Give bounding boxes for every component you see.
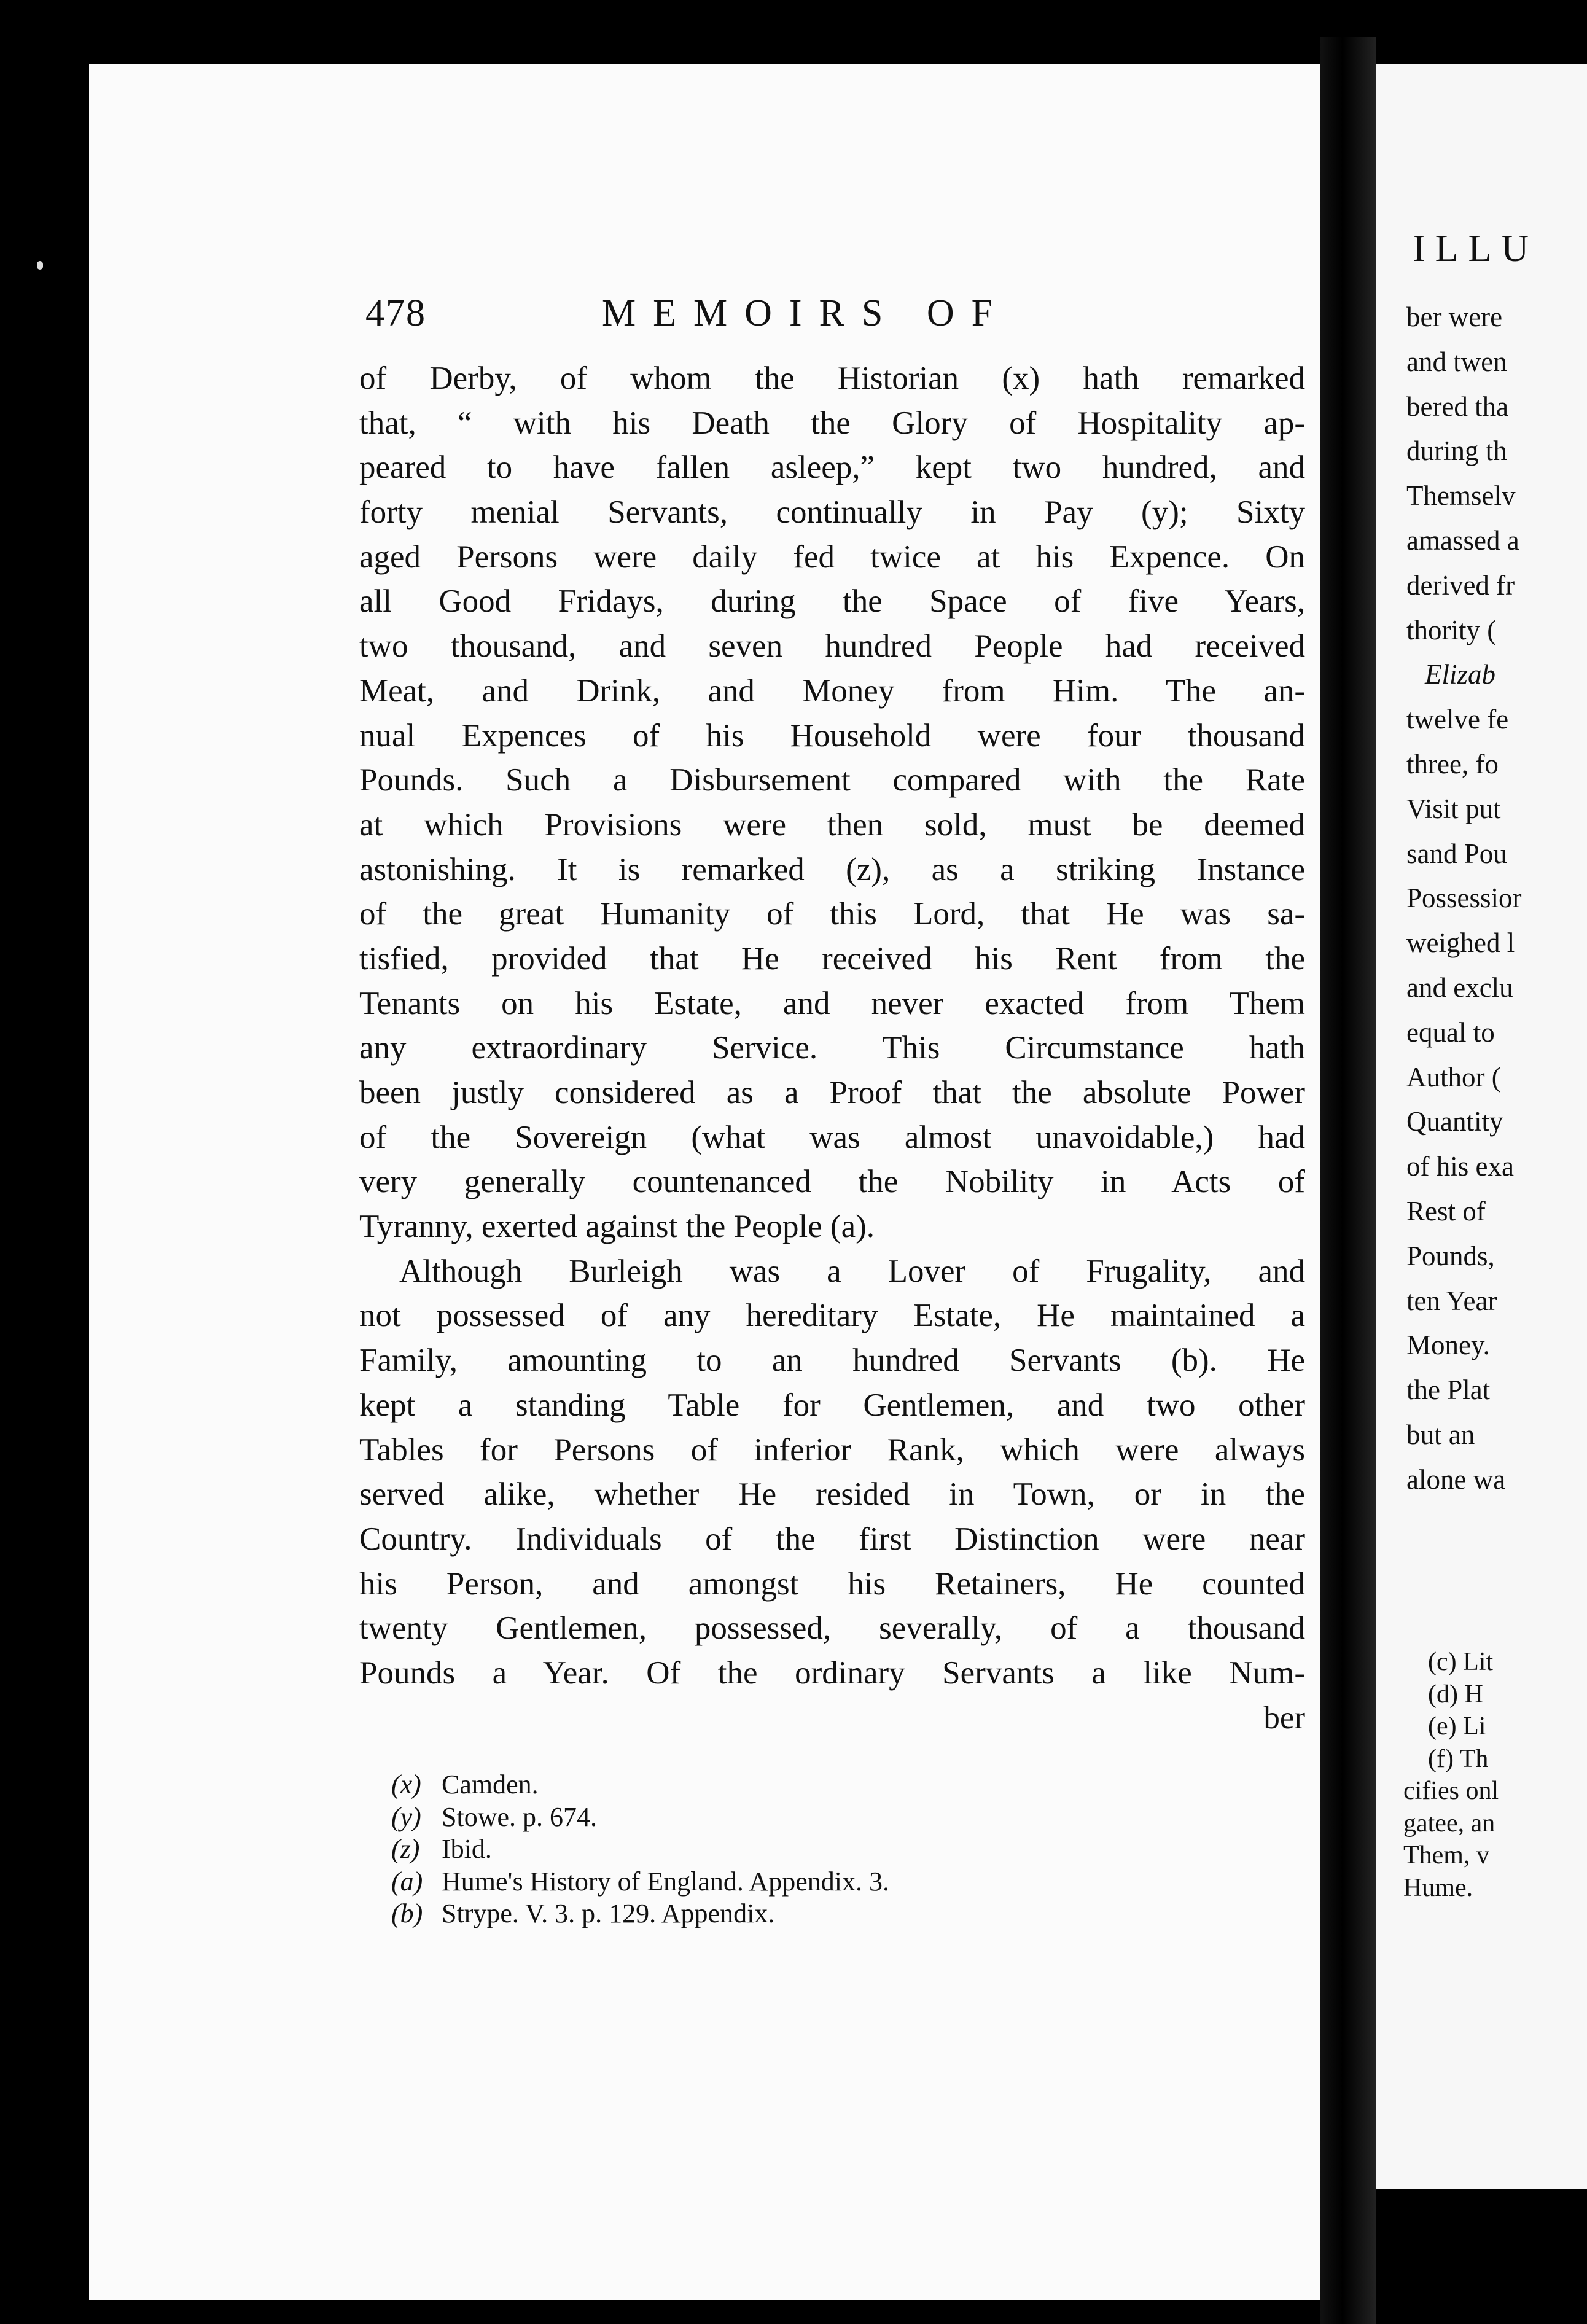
footnote-mark: (x) [391,1769,421,1800]
text-line: twenty Gentlemen, possessed, severally, of a thousand [359,1610,1305,1647]
footnote-mark: (b) [391,1898,423,1928]
text-line: ten Year [1406,1285,1497,1316]
text-line: astonishing. It is remarked (z), as a striking Instance [359,851,1305,887]
footnote [391,1866,1251,1898]
right-body-text [1406,295,1587,1502]
text-line: Tyranny, exerted against the People (a). [359,1209,875,1245]
text-line: Tenants on his Estate, and never exacted from Them [359,985,1305,1021]
text-line: any extraordinary Service. This Circumstance hath [359,1030,1305,1066]
book-gutter [1320,37,1376,2324]
footnote: (d) H [1428,1680,1483,1709]
footnote-mark: (y) [391,1801,421,1832]
footnotes [391,1769,1251,1930]
text-line: Family, amounting to an hundred Servants (b). He [359,1343,1305,1379]
footnote: cifies onl [1403,1777,1499,1805]
text-line: all Good Fridays, during the Space of five Years, [359,583,1305,620]
text-line: but an [1406,1419,1475,1450]
text-line: of the Sovereign (what was almost unavoidable,) had [359,1119,1305,1155]
text-line: weighed l [1406,927,1515,959]
text-line: tisfied, provided that He received his Rent from the [359,940,1305,977]
text-line: of Derby, of whom the Historian (x) hath remarked [359,361,1305,396]
text-line: Elizab [1425,659,1496,690]
text-line: his Person, and amongst his Retainers, He counted [359,1566,1305,1602]
body-text [359,356,1305,1740]
text-line: twelve fe [1406,704,1509,735]
text-line: Themselv [1406,480,1516,512]
text-line: not possessed of any hereditary Estate, He maintained a [359,1298,1305,1334]
text-line: Possessior [1406,883,1522,914]
footnote: (e) Li [1428,1712,1486,1741]
text-line: Visit put [1406,793,1501,824]
text-line: Rest of [1406,1195,1486,1226]
footnote: Them, v [1403,1841,1489,1870]
footnote-text: Stowe. p. 674. [442,1801,597,1832]
footnote [391,1833,1251,1866]
right-page [1376,64,1587,2189]
text-line: Pounds a Year. Of the ordinary Servants a like Num- [359,1655,1305,1691]
text-line: of his exa [1406,1151,1514,1182]
text-line: Tables for Persons of inferior Rank, which were always [359,1432,1305,1468]
footnote-mark: (a) [391,1866,423,1897]
footnote-mark: (z) [391,1834,420,1864]
footnote [391,1769,1251,1801]
text-line: Quantity [1406,1106,1503,1137]
text-line: Pounds, [1406,1240,1495,1271]
text-line: that, “ with his Death the Glory of Hospitality ap- [359,405,1305,441]
text-line: very generally countenanced the Nobility in Acts of [359,1164,1305,1200]
footnote-text: Camden. [442,1769,539,1800]
text-line: and twen [1406,346,1507,377]
text-line: kept a standing Table for Gentlemen, and two other [359,1387,1305,1423]
text-line: of the great Humanity of this Lord, that He was sa- [359,896,1305,932]
left-page [89,64,1320,2300]
text-line: two thousand, and seven hundred People had received [359,628,1305,665]
text-line: amassed a [1406,524,1519,556]
text-line: alone wa [1406,1464,1506,1495]
text-line: bered tha [1406,391,1509,422]
right-footnotes [1403,1646,1587,1904]
text-line: derived fr [1406,569,1515,601]
text-line: Author ( [1406,1061,1501,1093]
text-line: Pounds. Such a Disbursement compared with the Rate [359,762,1305,798]
text-line: peared to have fallen asleep,” kept two hundred, and [359,450,1305,486]
scan-speck [37,261,43,270]
text-line: three, fo [1406,748,1499,779]
text-line: Meat, and Drink, and Money from Him. The an- [359,673,1305,709]
footnote: gatee, an [1403,1809,1495,1838]
catchword: ber [1263,1699,1305,1736]
footnote [391,1801,1251,1834]
footnote [391,1898,1251,1930]
footnote: (f) Th [1428,1744,1489,1773]
text-line: Country. Individuals of the first Distinction were near [359,1521,1305,1557]
text-line: the Plat [1406,1375,1491,1406]
right-running-title: ILLU [1413,228,1539,270]
text-line: and exclu [1406,972,1513,1003]
footnote-text: Strype. V. 3. p. 129. Appendix. [442,1898,775,1928]
text-line: served alike, whether He resided in Town, or in the [359,1476,1305,1513]
footnote: (c) Lit [1428,1648,1494,1676]
page-number: 478 [365,292,426,334]
text-line: ber were [1406,302,1503,332]
text-line: Although Burleigh was a Lover of Frugality, and [399,1253,1305,1289]
text-line: aged Persons were daily fed twice at his Expence. On [359,539,1305,575]
text-line: nual Expences of his Household were four thousand [359,717,1305,754]
text-line: during th [1406,435,1507,467]
text-line: forty menial Servants, continually in Pay (y); Sixty [359,494,1305,531]
text-line: Money. [1406,1330,1490,1361]
running-title: MEMOIRS OF [602,292,1010,334]
footnote-text: Hume's History of England. Appendix. 3. [442,1866,889,1897]
text-line: sand Pou [1406,838,1507,869]
text-line: thority ( [1406,614,1497,645]
running-head [365,283,1320,344]
footnote: Hume. [1403,1873,1473,1902]
text-line: equal to [1406,1016,1495,1048]
footnote-text: Ibid. [442,1834,492,1864]
text-line: at which Provisions were then sold, must be deemed [359,806,1305,843]
text-line: been justly considered as a Proof that the absolute Power [359,1075,1305,1110]
